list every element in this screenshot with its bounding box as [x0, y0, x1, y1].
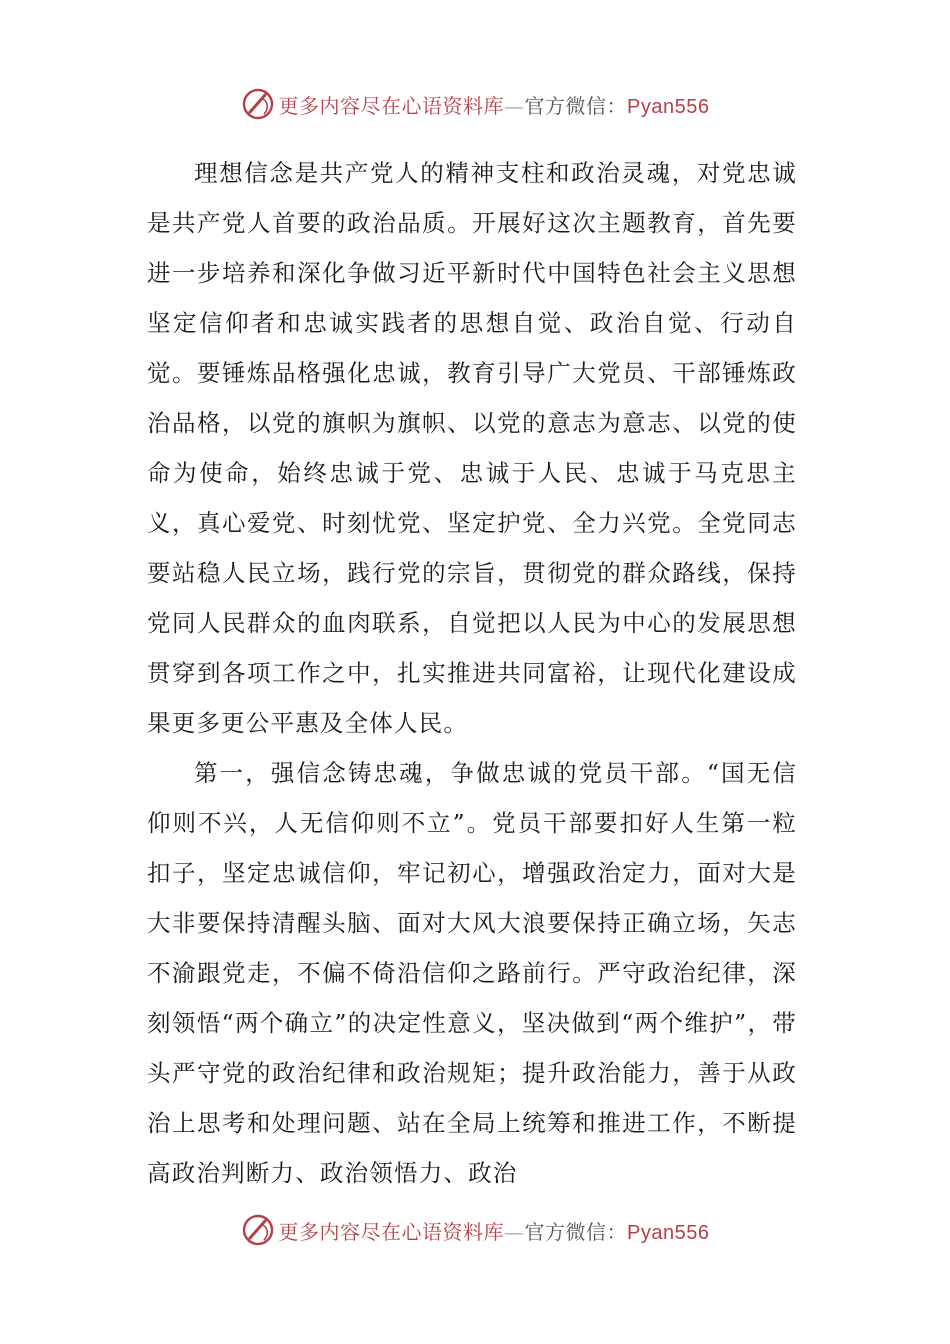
header-watermark	[0, 84, 950, 124]
watermark-dash: —	[504, 93, 525, 118]
watermark-dash: —	[504, 1219, 525, 1244]
paragraph-intro: 理想信念是共产党人的精神支柱和政治灵魂，对党忠诚是共产党人首要的政治品质。开展好这次主题教育，首先要进一步培养和深化争做习近平新时代中国特色社会主义思想坚定信仰者和忠诚实践者的思想自觉、政治自觉、行动自觉。要锤炼品格强化忠诚，教育引导广大党员、干部锤炼政治品格，以党的旗帜为旗帜、以党的意志为意志、以党的使命为使命，始终忠诚于党、忠诚于人民、忠诚于马克思主义，真心爱党、时刻忧党、坚定护党、全力兴党。全党同志要站稳人民立场，践行党的宗旨，贯彻党的群众路线，保持党同人民群众的血肉联系，自觉把以人民为中心的发展思想贯穿到各项工作之中，扎实推进共同富裕，让现代化建设成果更多更公平惠及全体人民。	[147, 159, 797, 737]
brush-pen-logo-icon	[241, 1213, 275, 1247]
brush-pen-logo-icon	[241, 87, 275, 121]
paragraph-first-point: 第一，强信念铸忠魂，争做忠诚的党员干部。“国无信仰则不兴，人无信仰则不立”。党员干部要扣好人生第一粒扣子，坚定忠诚信仰，牢记初心，增强政治定力，面对大是大非要保持清醒头脑、面对大风大浪要保持正确立场，矢志不渝跟党走，不偏不倚沿信仰之路前行。严守政治纪律，深刻领悟“两个确立”的决定性意义，坚决做到“两个维护”，带头严守党的政治纪律和政治规矩；提升政治能力，善于从政治上思考和处理问题、站在全局上统筹和推进工作，不断提高政治判断力、政治领悟力、政治	[147, 759, 797, 1187]
watermark-text	[279, 90, 710, 119]
watermark-brand: 更多内容尽在心语资料库	[278, 1219, 505, 1244]
watermark-brand: 更多内容尽在心语资料库	[278, 93, 505, 118]
watermark-wechat-label: 官方微信：	[524, 93, 628, 118]
watermark-wechat-id: Pyan556	[627, 95, 710, 118]
footer-watermark	[0, 1210, 950, 1250]
document-body	[147, 148, 797, 1198]
watermark-text	[279, 1216, 710, 1245]
watermark-wechat-label: 官方微信：	[524, 1219, 628, 1244]
watermark-wechat-id: Pyan556	[627, 1221, 710, 1244]
